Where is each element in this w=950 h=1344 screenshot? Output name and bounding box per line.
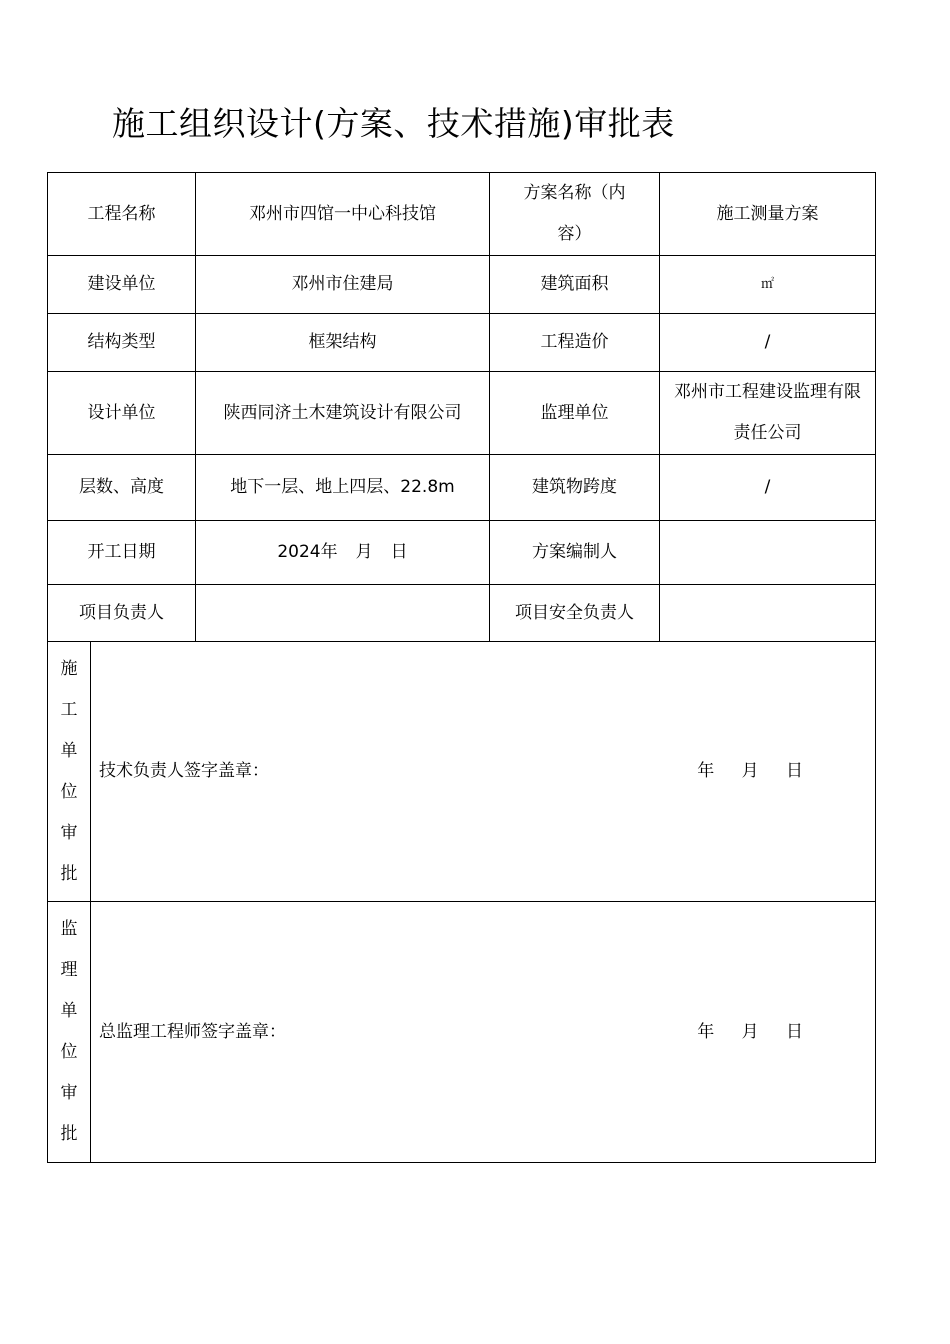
label-char: 位 bbox=[60, 781, 78, 802]
table-row bbox=[48, 455, 876, 521]
date-day: 日 bbox=[786, 761, 803, 781]
table-row bbox=[48, 585, 876, 642]
label-char: 位 bbox=[60, 1042, 78, 1062]
construction-approval-row bbox=[48, 642, 876, 902]
table-row bbox=[48, 173, 876, 256]
owner-label: 建设单位 bbox=[48, 256, 196, 314]
table-row bbox=[48, 372, 876, 455]
area-label: 建筑面积 bbox=[490, 256, 660, 314]
date-year: 年 bbox=[697, 761, 715, 781]
project-name-value: 邓州市四馆一中心科技馆 bbox=[196, 173, 490, 256]
safety-manager-label: 项目安全负责人 bbox=[490, 585, 660, 642]
design-label: 设计单位 bbox=[48, 372, 196, 455]
label-char: 工 bbox=[60, 699, 78, 720]
structure-value: 框架结构 bbox=[196, 314, 490, 372]
date-day: 日 bbox=[786, 1021, 803, 1042]
floors-value: 地下一层、地上四层、22.8m bbox=[196, 455, 490, 521]
span-value: / bbox=[660, 455, 876, 521]
supervisor-value: 邓州市工程建设监理有限责任公司 bbox=[660, 372, 876, 455]
label-char: 审 bbox=[60, 1083, 78, 1103]
start-day: 日 bbox=[390, 542, 408, 562]
start-month: 月 bbox=[355, 542, 373, 562]
construction-approval-label bbox=[48, 642, 91, 902]
tech-lead-signature-label: 技术负责人签字盖章： bbox=[99, 761, 269, 781]
label-char: 施 bbox=[60, 658, 78, 679]
label-char: 批 bbox=[60, 1124, 78, 1144]
page-title: 施工组织设计(方案、技术措施)审批表 bbox=[112, 104, 675, 143]
chief-supervisor-signature-label: 总监理工程师签字盖章： bbox=[99, 1021, 286, 1042]
label-char: 批 bbox=[60, 863, 78, 884]
supervision-approval-date bbox=[697, 1012, 803, 1053]
span-label: 建筑物跨度 bbox=[490, 455, 660, 521]
label-char: 审 bbox=[60, 822, 78, 843]
start-date-label: 开工日期 bbox=[48, 521, 196, 585]
supervisor-label: 监理单位 bbox=[490, 372, 660, 455]
supervision-approval-row bbox=[48, 902, 876, 1163]
approval-form-table bbox=[47, 172, 876, 1163]
design-value: 陕西同济土木建筑设计有限公司 bbox=[196, 372, 490, 455]
label-char: 理 bbox=[60, 960, 78, 980]
date-month: 月 bbox=[741, 761, 759, 781]
date-month: 月 bbox=[741, 1021, 759, 1042]
label-char: 监 bbox=[60, 919, 78, 939]
project-name-label: 工程名称 bbox=[48, 173, 196, 256]
floors-label: 层数、高度 bbox=[48, 455, 196, 521]
project-manager-value bbox=[196, 585, 490, 642]
safety-manager-value bbox=[660, 585, 876, 642]
author-label: 方案编制人 bbox=[490, 521, 660, 585]
scheme-name-value: 施工测量方案 bbox=[660, 173, 876, 256]
table-row bbox=[48, 521, 876, 585]
construction-approval-date bbox=[697, 751, 803, 792]
start-date-value bbox=[196, 521, 490, 585]
scheme-name-label: 方案名称（内容） bbox=[490, 173, 660, 256]
cost-label: 工程造价 bbox=[490, 314, 660, 372]
construction-approval-content bbox=[91, 642, 876, 902]
label-char: 单 bbox=[60, 1001, 78, 1021]
author-value bbox=[660, 521, 876, 585]
cost-value: / bbox=[660, 314, 876, 372]
table-row bbox=[48, 314, 876, 372]
supervision-approval-content bbox=[91, 902, 876, 1163]
supervision-approval-label bbox=[48, 902, 91, 1163]
label-char: 单 bbox=[60, 740, 78, 761]
area-value: ㎡ bbox=[660, 256, 876, 314]
owner-value: 邓州市住建局 bbox=[196, 256, 490, 314]
table-row bbox=[48, 256, 876, 314]
start-year: 2024年 bbox=[277, 542, 338, 562]
project-manager-label: 项目负责人 bbox=[48, 585, 196, 642]
structure-label: 结构类型 bbox=[48, 314, 196, 372]
date-year: 年 bbox=[697, 1021, 715, 1042]
